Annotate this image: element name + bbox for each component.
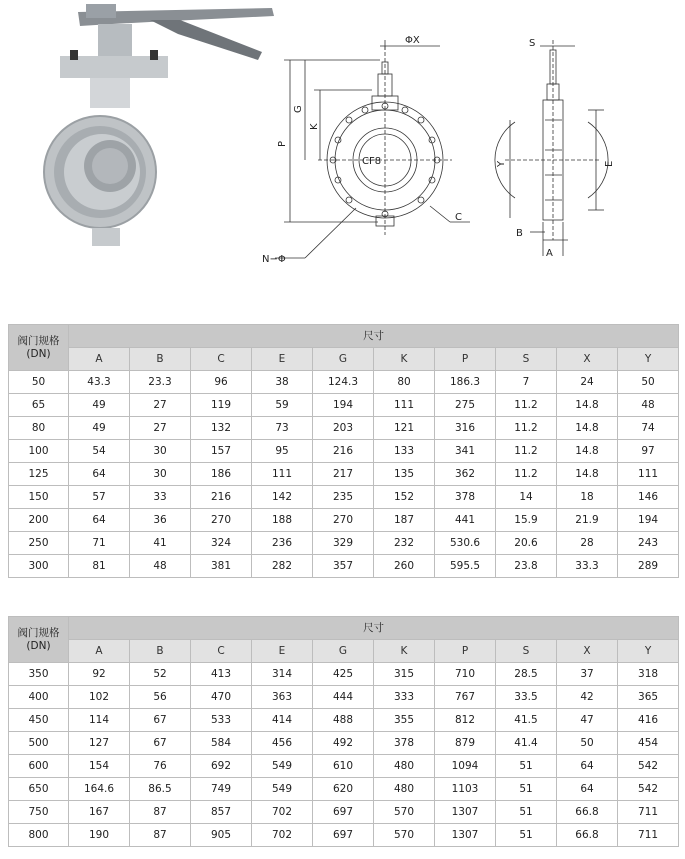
dn-header [9,617,69,663]
dn-cell: 100 [9,440,69,463]
dimension-cell: 11.2 [496,440,557,463]
dimension-cell: 41.4 [496,732,557,755]
dimension-cell: 27 [130,394,191,417]
dimension-cell: 111 [618,463,679,486]
table-row [9,801,679,824]
dimension-cell: 216 [191,486,252,509]
dimension-cell: 92 [69,663,130,686]
column-header-a: A [69,348,130,371]
dimension-cell: 96 [191,371,252,394]
dimension-cell: 857 [191,801,252,824]
dn-cell: 600 [9,755,69,778]
dimension-cell: 341 [435,440,496,463]
dimension-cell: 236 [252,532,313,555]
dimension-cell: 1094 [435,755,496,778]
table-row [9,709,679,732]
dimension-cell: 812 [435,709,496,732]
dn-cell: 250 [9,532,69,555]
dimension-cell: 43.3 [69,371,130,394]
dimension-cell: 480 [374,755,435,778]
dimension-cell: 270 [313,509,374,532]
dimension-cell: 414 [252,709,313,732]
dimension-cell: 549 [252,755,313,778]
table-row [9,371,679,394]
dimension-cell: 454 [618,732,679,755]
dimension-cell: 48 [130,555,191,578]
dimension-cell: 232 [374,532,435,555]
dimension-cell: 14.8 [557,440,618,463]
dimension-cell: 23.8 [496,555,557,578]
dimension-cell: 54 [69,440,130,463]
column-header-row [9,640,679,663]
dimension-cell: 194 [618,509,679,532]
dimension-cell: 620 [313,778,374,801]
dimension-cell: 570 [374,824,435,847]
dimension-cell: 64 [557,755,618,778]
column-header-c: C [191,640,252,663]
table-row [9,394,679,417]
dimension-cell: 413 [191,663,252,686]
dimension-cell: 51 [496,778,557,801]
dimension-cell: 111 [252,463,313,486]
dn-unit: (DN) [26,639,51,652]
dimension-cell: 470 [191,686,252,709]
dimension-group-header: 尺寸 [69,325,679,348]
dimension-cell: 14.8 [557,417,618,440]
dimension-cell: 697 [313,801,374,824]
dimension-cell: 710 [435,663,496,686]
table-row [9,663,679,686]
dimension-cell: 14.8 [557,394,618,417]
dimension-cell: 355 [374,709,435,732]
column-header-b: B [130,348,191,371]
dimension-cell: 702 [252,824,313,847]
dimension-cell: 905 [191,824,252,847]
dimension-cell: 530.6 [435,532,496,555]
label-a: A [546,248,553,259]
dimension-cell: 187 [374,509,435,532]
dimension-cell: 64 [557,778,618,801]
dn-cell: 750 [9,801,69,824]
dimension-cell: 38 [252,371,313,394]
column-header-k: K [374,640,435,663]
dimension-cell: 64 [69,463,130,486]
dimension-cell: 243 [618,532,679,555]
column-header-b: B [130,640,191,663]
dimension-cell: 164.6 [69,778,130,801]
dimension-cell: 11.2 [496,463,557,486]
dimension-cell: 33 [130,486,191,509]
dimension-cell: 167 [69,801,130,824]
dimension-cell: 51 [496,755,557,778]
dimension-cell: 37 [557,663,618,686]
dimension-cell: 1307 [435,824,496,847]
dimension-cell: 711 [618,824,679,847]
dimension-cell: 21.9 [557,509,618,532]
column-header-k: K [374,348,435,371]
column-header-x: X [557,640,618,663]
dimension-cell: 49 [69,417,130,440]
dimension-cell: 36 [130,509,191,532]
dimension-cell: 425 [313,663,374,686]
column-header-row [9,348,679,371]
dimension-cell: 316 [435,417,496,440]
dimension-cell: 711 [618,801,679,824]
dn-cell: 650 [9,778,69,801]
dimension-cell: 444 [313,686,374,709]
dimension-cell: 533 [191,709,252,732]
dimension-cell: 260 [374,555,435,578]
dimension-cell: 50 [618,371,679,394]
dimension-cell: 188 [252,509,313,532]
dimension-cell: 30 [130,440,191,463]
valve-photo [44,4,274,246]
label-s: S [529,38,536,49]
label-g: G [293,105,304,113]
label-phi-x: ΦX [405,35,420,46]
dimension-cell: 133 [374,440,435,463]
dimension-cell: 56 [130,686,191,709]
dimension-cell: 456 [252,732,313,755]
table-row [9,417,679,440]
dimension-cell: 28 [557,532,618,555]
dimension-cell: 595.5 [435,555,496,578]
dimension-cell: 378 [435,486,496,509]
dimension-cell: 66.8 [557,824,618,847]
dimension-cell: 14 [496,486,557,509]
table-row [9,440,679,463]
dn-cell: 800 [9,824,69,847]
column-header-a: A [69,640,130,663]
dn-cell: 450 [9,709,69,732]
dimension-cell: 27 [130,417,191,440]
dimension-cell: 47 [557,709,618,732]
label-k: K [309,123,320,130]
dimension-cell: 480 [374,778,435,801]
column-header-x: X [557,348,618,371]
dimension-cell: 121 [374,417,435,440]
table-row [9,755,679,778]
dimension-cell: 80 [374,371,435,394]
label-p: P [277,140,288,147]
dimension-cell: 52 [130,663,191,686]
column-header-c: C [191,348,252,371]
dimension-cell: 190 [69,824,130,847]
dimension-cell: 74 [618,417,679,440]
dimension-cell: 488 [313,709,374,732]
dimension-cell: 81 [69,555,130,578]
dimension-cell: 216 [313,440,374,463]
dimension-cell: 51 [496,801,557,824]
dimension-cell: 11.2 [496,394,557,417]
dimension-table-2 [8,616,679,847]
dimension-cell: 702 [252,801,313,824]
dimension-cell: 33.3 [557,555,618,578]
column-header-g: G [313,640,374,663]
label-y: Y [496,160,507,167]
dimension-group-header: 尺寸 [69,617,679,640]
dn-cell: 65 [9,394,69,417]
dimension-cell: 363 [252,686,313,709]
dimension-table-1 [8,324,679,578]
dimension-cell: 11.2 [496,417,557,440]
label-c: C [455,212,462,223]
dimension-cell: 76 [130,755,191,778]
dimension-cell: 333 [374,686,435,709]
dimension-cell: 67 [130,732,191,755]
dn-cell: 200 [9,509,69,532]
dimension-cell: 365 [618,686,679,709]
dimension-cell: 282 [252,555,313,578]
dimension-cell: 33.5 [496,686,557,709]
dimension-cell: 289 [618,555,679,578]
dimension-cell: 157 [191,440,252,463]
dimension-cell: 41.5 [496,709,557,732]
dimension-cell: 135 [374,463,435,486]
dimension-cell: 18 [557,486,618,509]
dimension-cell: 879 [435,732,496,755]
dimension-cell: 30 [130,463,191,486]
dimension-cell: 152 [374,486,435,509]
column-header-p: P [435,640,496,663]
dimension-cell: 41 [130,532,191,555]
dimension-cell: 28.5 [496,663,557,686]
dimension-cell: 95 [252,440,313,463]
dimension-cell: 42 [557,686,618,709]
dimension-cell: 416 [618,709,679,732]
dimension-cell: 20.6 [496,532,557,555]
dn-header [9,325,69,371]
dimension-cell: 324 [191,532,252,555]
dimension-cell: 749 [191,778,252,801]
dimension-cell: 610 [313,755,374,778]
column-header-y: Y [618,640,679,663]
dimension-cell: 381 [191,555,252,578]
dn-label: 阀门规格 [17,626,60,639]
dimension-cell: 15.9 [496,509,557,532]
dimension-cell: 57 [69,486,130,509]
dn-cell: 400 [9,686,69,709]
dimension-cell: 270 [191,509,252,532]
table-row [9,686,679,709]
table-row [9,486,679,509]
column-header-g: G [313,348,374,371]
dimension-cell: 1307 [435,801,496,824]
dn-cell: 350 [9,663,69,686]
dimension-cell: 24 [557,371,618,394]
dimension-cell: 124.3 [313,371,374,394]
table-row [9,778,679,801]
column-header-y: Y [618,348,679,371]
dn-cell: 300 [9,555,69,578]
column-header-e: E [252,348,313,371]
dimension-cell: 492 [313,732,374,755]
dimension-cell: 14.8 [557,463,618,486]
table-row [9,732,679,755]
dn-cell: 50 [9,371,69,394]
dimension-cell: 132 [191,417,252,440]
dimension-cell: 314 [252,663,313,686]
dimension-cell: 235 [313,486,374,509]
dimension-cell: 315 [374,663,435,686]
dimension-cell: 329 [313,532,374,555]
dimension-cell: 154 [69,755,130,778]
table-row [9,463,679,486]
dn-cell: 125 [9,463,69,486]
dimension-cell: 102 [69,686,130,709]
dimension-cell: 97 [618,440,679,463]
dn-label: 阀门规格 [17,334,60,347]
dimension-cell: 186 [191,463,252,486]
dimension-cell: 767 [435,686,496,709]
dimension-cell: 542 [618,755,679,778]
dimension-cell: 542 [618,778,679,801]
column-header-s: S [496,348,557,371]
dimension-cell: 23.3 [130,371,191,394]
label-n-phi: N−Φ [262,254,286,265]
dimension-cell: 692 [191,755,252,778]
dimension-cell: 378 [374,732,435,755]
dimension-cell: 87 [130,824,191,847]
label-e: E [604,160,615,167]
table-row [9,824,679,847]
dimension-cell: 697 [313,824,374,847]
dimension-cell: 127 [69,732,130,755]
dn-unit: (DN) [26,347,51,360]
dimension-cell: 146 [618,486,679,509]
dimension-cell: 64 [69,509,130,532]
label-cf8: CF8 [362,156,382,167]
side-view-drawing [495,40,608,256]
dimension-cell: 275 [435,394,496,417]
dimension-cell: 119 [191,394,252,417]
column-header-p: P [435,348,496,371]
dimension-cell: 87 [130,801,191,824]
dimension-cell: 549 [252,778,313,801]
dimension-cell: 51 [496,824,557,847]
dimension-cell: 66.8 [557,801,618,824]
dimension-cell: 111 [374,394,435,417]
dimension-cell: 86.5 [130,778,191,801]
dimension-cell: 203 [313,417,374,440]
dn-cell: 80 [9,417,69,440]
dimension-cell: 584 [191,732,252,755]
dimension-cell: 114 [69,709,130,732]
dimension-cell: 362 [435,463,496,486]
dimension-cell: 357 [313,555,374,578]
table-row [9,532,679,555]
dimension-cell: 67 [130,709,191,732]
dn-cell: 150 [9,486,69,509]
table-row [9,555,679,578]
dimension-cell: 48 [618,394,679,417]
dimension-cell: 7 [496,371,557,394]
valve-figures [0,0,685,300]
dimension-cell: 49 [69,394,130,417]
dimension-cell: 1103 [435,778,496,801]
dimension-cell: 194 [313,394,374,417]
dimension-cell: 59 [252,394,313,417]
dimension-cell: 217 [313,463,374,486]
dimension-cell: 50 [557,732,618,755]
front-view-drawing [275,40,470,258]
table-row [9,509,679,532]
column-header-e: E [252,640,313,663]
dimension-cell: 142 [252,486,313,509]
dn-cell: 500 [9,732,69,755]
dimension-cell: 441 [435,509,496,532]
dimension-cell: 73 [252,417,313,440]
label-b: B [516,228,523,239]
column-header-s: S [496,640,557,663]
dimension-cell: 71 [69,532,130,555]
dimension-cell: 186.3 [435,371,496,394]
dimension-cell: 570 [374,801,435,824]
dimension-cell: 318 [618,663,679,686]
